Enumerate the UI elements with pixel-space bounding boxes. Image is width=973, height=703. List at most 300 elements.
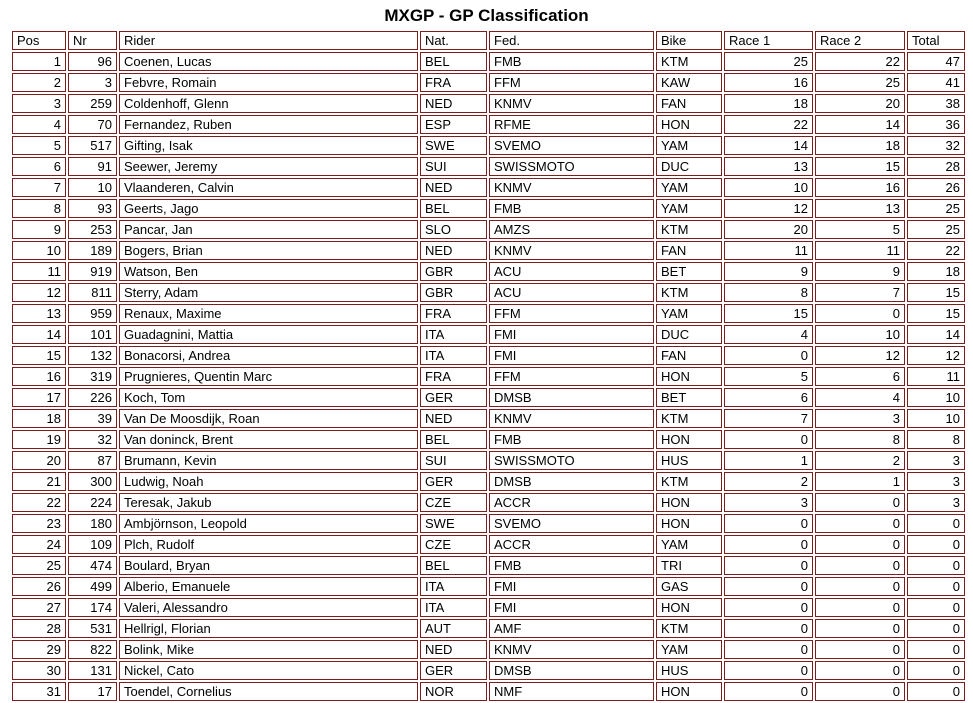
cell-nat: BEL bbox=[420, 52, 487, 71]
cell-bike: BET bbox=[656, 388, 722, 407]
cell-total: 3 bbox=[907, 451, 965, 470]
cell-fed: FMI bbox=[489, 577, 654, 596]
cell-bike: KTM bbox=[656, 619, 722, 638]
cell-bike: FAN bbox=[656, 94, 722, 113]
cell-race2: 8 bbox=[815, 430, 905, 449]
cell-nat: ITA bbox=[420, 346, 487, 365]
cell-total: 0 bbox=[907, 556, 965, 575]
cell-fed: ACU bbox=[489, 262, 654, 281]
cell-nr: 180 bbox=[68, 514, 117, 533]
cell-race2: 3 bbox=[815, 409, 905, 428]
cell-nr: 131 bbox=[68, 661, 117, 680]
table-row bbox=[12, 199, 965, 218]
cell-bike: YAM bbox=[656, 136, 722, 155]
column-header-nat: Nat. bbox=[420, 31, 487, 50]
cell-bike: KTM bbox=[656, 220, 722, 239]
cell-total: 15 bbox=[907, 283, 965, 302]
cell-bike: YAM bbox=[656, 535, 722, 554]
cell-bike: TRI bbox=[656, 556, 722, 575]
table-row bbox=[12, 514, 965, 533]
cell-bike: HON bbox=[656, 493, 722, 512]
cell-nr: 70 bbox=[68, 115, 117, 134]
cell-bike: HON bbox=[656, 430, 722, 449]
cell-rider: Febvre, Romain bbox=[119, 73, 418, 92]
table-row bbox=[12, 262, 965, 281]
cell-bike: HON bbox=[656, 367, 722, 386]
table-row bbox=[12, 115, 965, 134]
cell-fed: DMSB bbox=[489, 388, 654, 407]
cell-nr: 39 bbox=[68, 409, 117, 428]
cell-race2: 11 bbox=[815, 241, 905, 260]
cell-pos: 23 bbox=[12, 514, 66, 533]
cell-nat: AUT bbox=[420, 619, 487, 638]
cell-fed: FFM bbox=[489, 73, 654, 92]
table-row bbox=[12, 304, 965, 323]
cell-race1: 0 bbox=[724, 430, 813, 449]
cell-rider: Pancar, Jan bbox=[119, 220, 418, 239]
table-body bbox=[12, 52, 965, 701]
cell-nr: 531 bbox=[68, 619, 117, 638]
cell-rider: Toendel, Cornelius bbox=[119, 682, 418, 701]
table-row bbox=[12, 598, 965, 617]
cell-pos: 28 bbox=[12, 619, 66, 638]
cell-nr: 32 bbox=[68, 430, 117, 449]
column-header-total: Total bbox=[907, 31, 965, 50]
cell-rider: Fernandez, Ruben bbox=[119, 115, 418, 134]
cell-fed: KNMV bbox=[489, 241, 654, 260]
cell-nat: SWE bbox=[420, 136, 487, 155]
cell-bike: YAM bbox=[656, 199, 722, 218]
cell-race2: 0 bbox=[815, 598, 905, 617]
cell-nat: NED bbox=[420, 94, 487, 113]
cell-pos: 25 bbox=[12, 556, 66, 575]
cell-rider: Coenen, Lucas bbox=[119, 52, 418, 71]
cell-nr: 10 bbox=[68, 178, 117, 197]
cell-bike: HON bbox=[656, 514, 722, 533]
cell-total: 0 bbox=[907, 598, 965, 617]
cell-nat: CZE bbox=[420, 535, 487, 554]
cell-race1: 0 bbox=[724, 556, 813, 575]
cell-nat: SWE bbox=[420, 514, 487, 533]
cell-nat: GBR bbox=[420, 262, 487, 281]
cell-nat: GER bbox=[420, 388, 487, 407]
cell-nat: FRA bbox=[420, 73, 487, 92]
cell-nr: 919 bbox=[68, 262, 117, 281]
table-row bbox=[12, 535, 965, 554]
cell-nat: GER bbox=[420, 472, 487, 491]
cell-pos: 31 bbox=[12, 682, 66, 701]
cell-race1: 0 bbox=[724, 661, 813, 680]
cell-nat: SUI bbox=[420, 451, 487, 470]
cell-race2: 0 bbox=[815, 535, 905, 554]
table-row bbox=[12, 493, 965, 512]
table-row bbox=[12, 556, 965, 575]
cell-pos: 3 bbox=[12, 94, 66, 113]
cell-nr: 93 bbox=[68, 199, 117, 218]
cell-race2: 13 bbox=[815, 199, 905, 218]
cell-pos: 2 bbox=[12, 73, 66, 92]
cell-race2: 0 bbox=[815, 682, 905, 701]
cell-race1: 14 bbox=[724, 136, 813, 155]
cell-race1: 6 bbox=[724, 388, 813, 407]
cell-fed: DMSB bbox=[489, 661, 654, 680]
cell-nat: BEL bbox=[420, 556, 487, 575]
cell-race1: 16 bbox=[724, 73, 813, 92]
cell-fed: SWISSMOTO bbox=[489, 157, 654, 176]
cell-pos: 26 bbox=[12, 577, 66, 596]
cell-nat: SLO bbox=[420, 220, 487, 239]
cell-rider: Watson, Ben bbox=[119, 262, 418, 281]
table-row bbox=[12, 283, 965, 302]
cell-rider: Van De Moosdijk, Roan bbox=[119, 409, 418, 428]
cell-fed: FMI bbox=[489, 325, 654, 344]
cell-nat: BEL bbox=[420, 199, 487, 218]
cell-pos: 19 bbox=[12, 430, 66, 449]
cell-race1: 13 bbox=[724, 157, 813, 176]
cell-rider: Brumann, Kevin bbox=[119, 451, 418, 470]
page-title: MXGP - GP Classification bbox=[384, 6, 589, 25]
cell-race1: 15 bbox=[724, 304, 813, 323]
cell-pos: 20 bbox=[12, 451, 66, 470]
classification-table bbox=[10, 29, 967, 703]
cell-nr: 224 bbox=[68, 493, 117, 512]
cell-race2: 12 bbox=[815, 346, 905, 365]
cell-total: 0 bbox=[907, 514, 965, 533]
cell-race1: 0 bbox=[724, 514, 813, 533]
cell-race1: 11 bbox=[724, 241, 813, 260]
cell-rider: Bolink, Mike bbox=[119, 640, 418, 659]
cell-race1: 25 bbox=[724, 52, 813, 71]
cell-rider: Boulard, Bryan bbox=[119, 556, 418, 575]
table-row bbox=[12, 577, 965, 596]
table-row bbox=[12, 220, 965, 239]
cell-race1: 20 bbox=[724, 220, 813, 239]
cell-pos: 1 bbox=[12, 52, 66, 71]
cell-rider: Renaux, Maxime bbox=[119, 304, 418, 323]
cell-bike: KTM bbox=[656, 283, 722, 302]
cell-total: 18 bbox=[907, 262, 965, 281]
cell-pos: 22 bbox=[12, 493, 66, 512]
cell-race2: 9 bbox=[815, 262, 905, 281]
cell-race2: 0 bbox=[815, 493, 905, 512]
table-row bbox=[12, 388, 965, 407]
cell-race2: 6 bbox=[815, 367, 905, 386]
cell-race2: 0 bbox=[815, 304, 905, 323]
cell-nr: 499 bbox=[68, 577, 117, 596]
cell-pos: 6 bbox=[12, 157, 66, 176]
cell-race1: 7 bbox=[724, 409, 813, 428]
table-row bbox=[12, 640, 965, 659]
cell-bike: HON bbox=[656, 598, 722, 617]
column-header-nr: Nr bbox=[68, 31, 117, 50]
table-row bbox=[12, 409, 965, 428]
cell-race2: 14 bbox=[815, 115, 905, 134]
cell-total: 0 bbox=[907, 577, 965, 596]
cell-nr: 132 bbox=[68, 346, 117, 365]
cell-nr: 3 bbox=[68, 73, 117, 92]
cell-fed: FMB bbox=[489, 52, 654, 71]
cell-nr: 17 bbox=[68, 682, 117, 701]
cell-rider: Bonacorsi, Andrea bbox=[119, 346, 418, 365]
cell-race1: 10 bbox=[724, 178, 813, 197]
cell-bike: KTM bbox=[656, 472, 722, 491]
cell-total: 0 bbox=[907, 682, 965, 701]
cell-fed: FMI bbox=[489, 346, 654, 365]
cell-total: 36 bbox=[907, 115, 965, 134]
cell-race1: 9 bbox=[724, 262, 813, 281]
cell-nr: 101 bbox=[68, 325, 117, 344]
table-row bbox=[12, 346, 965, 365]
cell-pos: 21 bbox=[12, 472, 66, 491]
cell-pos: 7 bbox=[12, 178, 66, 197]
cell-pos: 14 bbox=[12, 325, 66, 344]
cell-bike: HON bbox=[656, 682, 722, 701]
cell-pos: 10 bbox=[12, 241, 66, 260]
cell-race1: 0 bbox=[724, 577, 813, 596]
column-header-rider: Rider bbox=[119, 31, 418, 50]
cell-nr: 259 bbox=[68, 94, 117, 113]
cell-rider: Coldenhoff, Glenn bbox=[119, 94, 418, 113]
cell-rider: Seewer, Jeremy bbox=[119, 157, 418, 176]
cell-race2: 22 bbox=[815, 52, 905, 71]
cell-bike: YAM bbox=[656, 304, 722, 323]
cell-rider: Vlaanderen, Calvin bbox=[119, 178, 418, 197]
cell-race2: 0 bbox=[815, 514, 905, 533]
cell-rider: Geerts, Jago bbox=[119, 199, 418, 218]
cell-bike: KTM bbox=[656, 52, 722, 71]
cell-nr: 91 bbox=[68, 157, 117, 176]
cell-nat: NED bbox=[420, 241, 487, 260]
cell-fed: KNMV bbox=[489, 94, 654, 113]
cell-fed: ACCR bbox=[489, 535, 654, 554]
cell-total: 10 bbox=[907, 388, 965, 407]
cell-race1: 8 bbox=[724, 283, 813, 302]
cell-race2: 0 bbox=[815, 577, 905, 596]
cell-nr: 517 bbox=[68, 136, 117, 155]
cell-pos: 13 bbox=[12, 304, 66, 323]
cell-total: 10 bbox=[907, 409, 965, 428]
cell-race2: 10 bbox=[815, 325, 905, 344]
cell-pos: 27 bbox=[12, 598, 66, 617]
cell-nat: ITA bbox=[420, 598, 487, 617]
table-row bbox=[12, 430, 965, 449]
cell-race2: 0 bbox=[815, 640, 905, 659]
cell-pos: 17 bbox=[12, 388, 66, 407]
cell-race2: 0 bbox=[815, 661, 905, 680]
cell-race1: 5 bbox=[724, 367, 813, 386]
cell-rider: Nickel, Cato bbox=[119, 661, 418, 680]
table-row bbox=[12, 73, 965, 92]
cell-pos: 11 bbox=[12, 262, 66, 281]
cell-race1: 22 bbox=[724, 115, 813, 134]
cell-fed: ACCR bbox=[489, 493, 654, 512]
cell-nat: ESP bbox=[420, 115, 487, 134]
cell-total: 0 bbox=[907, 640, 965, 659]
cell-total: 0 bbox=[907, 535, 965, 554]
cell-race1: 0 bbox=[724, 640, 813, 659]
cell-bike: GAS bbox=[656, 577, 722, 596]
cell-total: 14 bbox=[907, 325, 965, 344]
cell-race2: 5 bbox=[815, 220, 905, 239]
cell-bike: YAM bbox=[656, 178, 722, 197]
cell-pos: 24 bbox=[12, 535, 66, 554]
cell-nat: BEL bbox=[420, 430, 487, 449]
cell-rider: Alberio, Emanuele bbox=[119, 577, 418, 596]
cell-fed: NMF bbox=[489, 682, 654, 701]
table-header-row bbox=[12, 31, 965, 50]
cell-pos: 16 bbox=[12, 367, 66, 386]
cell-nr: 174 bbox=[68, 598, 117, 617]
cell-nr: 959 bbox=[68, 304, 117, 323]
cell-nr: 226 bbox=[68, 388, 117, 407]
cell-rider: Gifting, Isak bbox=[119, 136, 418, 155]
cell-total: 0 bbox=[907, 661, 965, 680]
cell-fed: SWISSMOTO bbox=[489, 451, 654, 470]
cell-nr: 811 bbox=[68, 283, 117, 302]
cell-race1: 12 bbox=[724, 199, 813, 218]
cell-nat: NED bbox=[420, 409, 487, 428]
cell-total: 22 bbox=[907, 241, 965, 260]
cell-bike: FAN bbox=[656, 241, 722, 260]
cell-fed: ACU bbox=[489, 283, 654, 302]
cell-rider: Hellrigl, Florian bbox=[119, 619, 418, 638]
cell-total: 12 bbox=[907, 346, 965, 365]
cell-pos: 15 bbox=[12, 346, 66, 365]
cell-rider: Valeri, Alessandro bbox=[119, 598, 418, 617]
cell-total: 32 bbox=[907, 136, 965, 155]
table-row bbox=[12, 451, 965, 470]
table-row bbox=[12, 178, 965, 197]
cell-nr: 319 bbox=[68, 367, 117, 386]
cell-bike: YAM bbox=[656, 640, 722, 659]
cell-pos: 8 bbox=[12, 199, 66, 218]
cell-race2: 0 bbox=[815, 619, 905, 638]
column-header-race2: Race 2 bbox=[815, 31, 905, 50]
cell-total: 25 bbox=[907, 220, 965, 239]
cell-nat: ITA bbox=[420, 577, 487, 596]
cell-nat: NED bbox=[420, 178, 487, 197]
cell-race2: 4 bbox=[815, 388, 905, 407]
table-row bbox=[12, 157, 965, 176]
cell-total: 41 bbox=[907, 73, 965, 92]
cell-rider: Ludwig, Noah bbox=[119, 472, 418, 491]
cell-fed: FMI bbox=[489, 598, 654, 617]
cell-race2: 25 bbox=[815, 73, 905, 92]
cell-total: 0 bbox=[907, 619, 965, 638]
cell-fed: FFM bbox=[489, 304, 654, 323]
cell-pos: 5 bbox=[12, 136, 66, 155]
cell-nat: ITA bbox=[420, 325, 487, 344]
cell-fed: AMZS bbox=[489, 220, 654, 239]
cell-pos: 29 bbox=[12, 640, 66, 659]
cell-nr: 300 bbox=[68, 472, 117, 491]
cell-total: 3 bbox=[907, 472, 965, 491]
cell-fed: DMSB bbox=[489, 472, 654, 491]
cell-pos: 18 bbox=[12, 409, 66, 428]
cell-nat: FRA bbox=[420, 367, 487, 386]
cell-bike: FAN bbox=[656, 346, 722, 365]
table-row bbox=[12, 136, 965, 155]
cell-bike: DUC bbox=[656, 157, 722, 176]
cell-nr: 96 bbox=[68, 52, 117, 71]
cell-fed: FMB bbox=[489, 556, 654, 575]
cell-pos: 12 bbox=[12, 283, 66, 302]
cell-race1: 0 bbox=[724, 682, 813, 701]
cell-nr: 822 bbox=[68, 640, 117, 659]
cell-race1: 0 bbox=[724, 598, 813, 617]
table-row bbox=[12, 682, 965, 701]
table-row bbox=[12, 661, 965, 680]
table-row bbox=[12, 52, 965, 71]
cell-rider: Prugnieres, Quentin Marc bbox=[119, 367, 418, 386]
cell-total: 28 bbox=[907, 157, 965, 176]
cell-bike: DUC bbox=[656, 325, 722, 344]
cell-race1: 2 bbox=[724, 472, 813, 491]
cell-total: 8 bbox=[907, 430, 965, 449]
cell-fed: KNMV bbox=[489, 409, 654, 428]
cell-race2: 20 bbox=[815, 94, 905, 113]
cell-bike: BET bbox=[656, 262, 722, 281]
cell-race1: 0 bbox=[724, 346, 813, 365]
cell-total: 15 bbox=[907, 304, 965, 323]
cell-total: 25 bbox=[907, 199, 965, 218]
cell-nr: 474 bbox=[68, 556, 117, 575]
cell-fed: KNMV bbox=[489, 640, 654, 659]
cell-nat: NOR bbox=[420, 682, 487, 701]
table-row bbox=[12, 241, 965, 260]
cell-race2: 1 bbox=[815, 472, 905, 491]
cell-rider: Teresak, Jakub bbox=[119, 493, 418, 512]
cell-nat: NED bbox=[420, 640, 487, 659]
cell-nat: GER bbox=[420, 661, 487, 680]
cell-fed: SVEMO bbox=[489, 514, 654, 533]
cell-nr: 87 bbox=[68, 451, 117, 470]
cell-fed: FMB bbox=[489, 430, 654, 449]
cell-bike: KTM bbox=[656, 409, 722, 428]
cell-fed: RFME bbox=[489, 115, 654, 134]
table-row bbox=[12, 325, 965, 344]
cell-fed: KNMV bbox=[489, 178, 654, 197]
column-header-pos: Pos bbox=[12, 31, 66, 50]
cell-rider: Van doninck, Brent bbox=[119, 430, 418, 449]
cell-race1: 0 bbox=[724, 619, 813, 638]
cell-race2: 2 bbox=[815, 451, 905, 470]
cell-race1: 1 bbox=[724, 451, 813, 470]
table-row bbox=[12, 94, 965, 113]
table-row bbox=[12, 367, 965, 386]
cell-race2: 18 bbox=[815, 136, 905, 155]
table-row bbox=[12, 472, 965, 491]
cell-total: 11 bbox=[907, 367, 965, 386]
cell-total: 38 bbox=[907, 94, 965, 113]
cell-race2: 15 bbox=[815, 157, 905, 176]
cell-nr: 109 bbox=[68, 535, 117, 554]
cell-nat: SUI bbox=[420, 157, 487, 176]
cell-nr: 253 bbox=[68, 220, 117, 239]
cell-race1: 18 bbox=[724, 94, 813, 113]
cell-rider: Bogers, Brian bbox=[119, 241, 418, 260]
cell-nat: GBR bbox=[420, 283, 487, 302]
cell-bike: HUS bbox=[656, 451, 722, 470]
cell-fed: FMB bbox=[489, 199, 654, 218]
cell-rider: Sterry, Adam bbox=[119, 283, 418, 302]
cell-bike: HON bbox=[656, 115, 722, 134]
cell-race1: 4 bbox=[724, 325, 813, 344]
cell-fed: SVEMO bbox=[489, 136, 654, 155]
cell-race2: 7 bbox=[815, 283, 905, 302]
cell-total: 3 bbox=[907, 493, 965, 512]
cell-rider: Koch, Tom bbox=[119, 388, 418, 407]
